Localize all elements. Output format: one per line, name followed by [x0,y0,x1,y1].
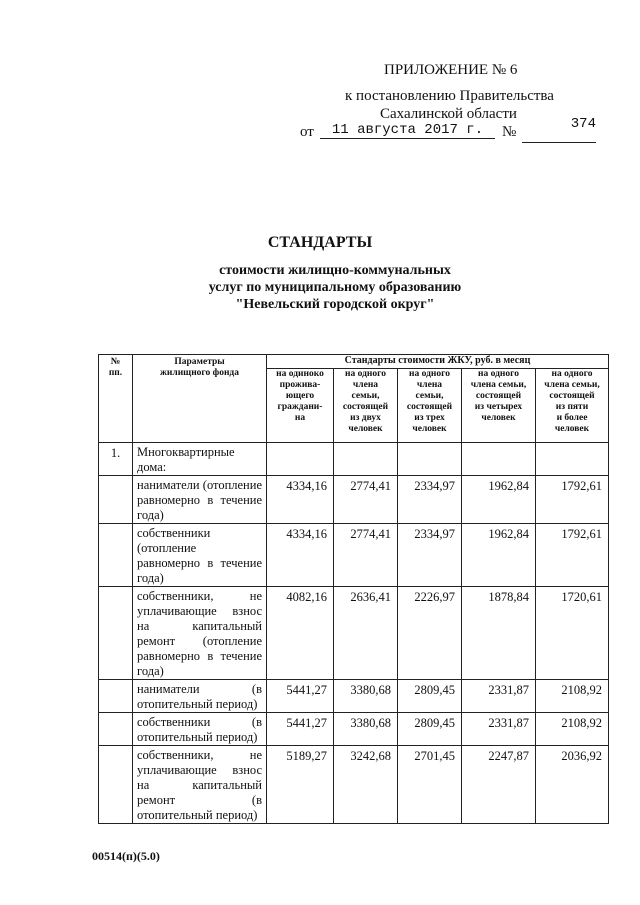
row-value: 2331,87 [462,680,536,713]
row-value: 2334,97 [398,476,462,524]
table-row [99,587,609,680]
row-value: 5189,27 [267,746,334,824]
row-value: 3380,68 [334,680,398,713]
table-row [99,524,609,587]
row-value: 2226,97 [398,587,462,680]
column-header-four-person: на одного члена семьи, состоящей из четырех человек [462,369,536,443]
column-header-single: на одиноко прожива- ющего граждани- на [267,369,334,443]
table-row [99,476,609,524]
decree-reference-line1: к постановлению Правительства [345,88,554,104]
standards-table [98,354,609,824]
row-value: 2701,45 [398,746,462,824]
document-subtitle-2: услуг по муниципальному образованию [208,280,462,295]
row-label: собственники, не уплачивающие взнос на капитальный ремонт (в отопительный период) [133,746,267,824]
row-label: наниматели (в отопительный период) [133,680,267,713]
row-value: 1720,61 [536,587,609,680]
document-subtitle-1: стоимости жилищно-коммунальных [219,263,451,278]
row-value: 1962,84 [462,476,536,524]
row-value: 1962,84 [462,524,536,587]
table-row [99,713,609,746]
column-header-three-person: на одного члена семьи, состоящей из трех человек [398,369,462,443]
row-value: 3242,68 [334,746,398,824]
row-value: 2036,92 [536,746,609,824]
row-value: 4334,16 [267,524,334,587]
row-value: 4334,16 [267,476,334,524]
table-row [99,680,609,713]
row-value: 2809,45 [398,680,462,713]
number-label: № [502,124,517,140]
row-label: наниматели (отопление равномерно в течение года) [133,476,267,524]
table-row [99,746,609,824]
decree-reference-line2: Сахалинской области [380,106,517,122]
form-code: 00514(п)(5.0) [92,849,160,863]
row-value: 1792,61 [536,476,609,524]
document-subtitle-3: "Невельский городской округ" [235,297,435,312]
column-header-five-plus-person: на одного члена семьи, состоящей из пяти и более человек [536,369,609,443]
row-value: 2809,45 [398,713,462,746]
row-value: 1792,61 [536,524,609,587]
row-value: 3380,68 [334,713,398,746]
row-value: 2334,97 [398,524,462,587]
row-value: 5441,27 [267,680,334,713]
row-value: 2108,92 [536,713,609,746]
row-value: 2774,41 [334,524,398,587]
row-value: 2636,41 [334,587,398,680]
decree-date: 11 августа 2017 г. [320,122,495,139]
row-value: 2108,92 [536,680,609,713]
appendix-label: ПРИЛОЖЕНИЕ № 6 [384,62,518,78]
from-label: от [300,124,314,140]
column-header-number: № пп. [99,355,133,443]
row-value: 1878,84 [462,587,536,680]
row-label: собственники, не уплачивающие взнос на капитальный ремонт (отопление равномерно в течение года) [133,587,267,680]
row-value: 5441,27 [267,713,334,746]
row-label: собственники (в отопительный период) [133,713,267,746]
document-title: СТАНДАРТЫ [267,234,373,251]
column-header-standards-group: Стандарты стоимости ЖКУ, руб. в месяц [267,355,609,369]
column-header-parameters: Параметры жилищного фонда [133,355,267,443]
decree-number: 374 [522,116,596,143]
row-value: 2774,41 [334,476,398,524]
row-value: 2331,87 [462,713,536,746]
row-value: 4082,16 [267,587,334,680]
column-header-two-person: на одного члена семьи, состоящей из двух человек [334,369,398,443]
row-label: собственники (отопление равномерно в течение года) [133,524,267,587]
row-value: 2247,87 [462,746,536,824]
section-number: 1. [99,443,133,476]
decree-date-line [300,116,620,142]
section-label: Многоквартирные дома: [133,443,267,476]
